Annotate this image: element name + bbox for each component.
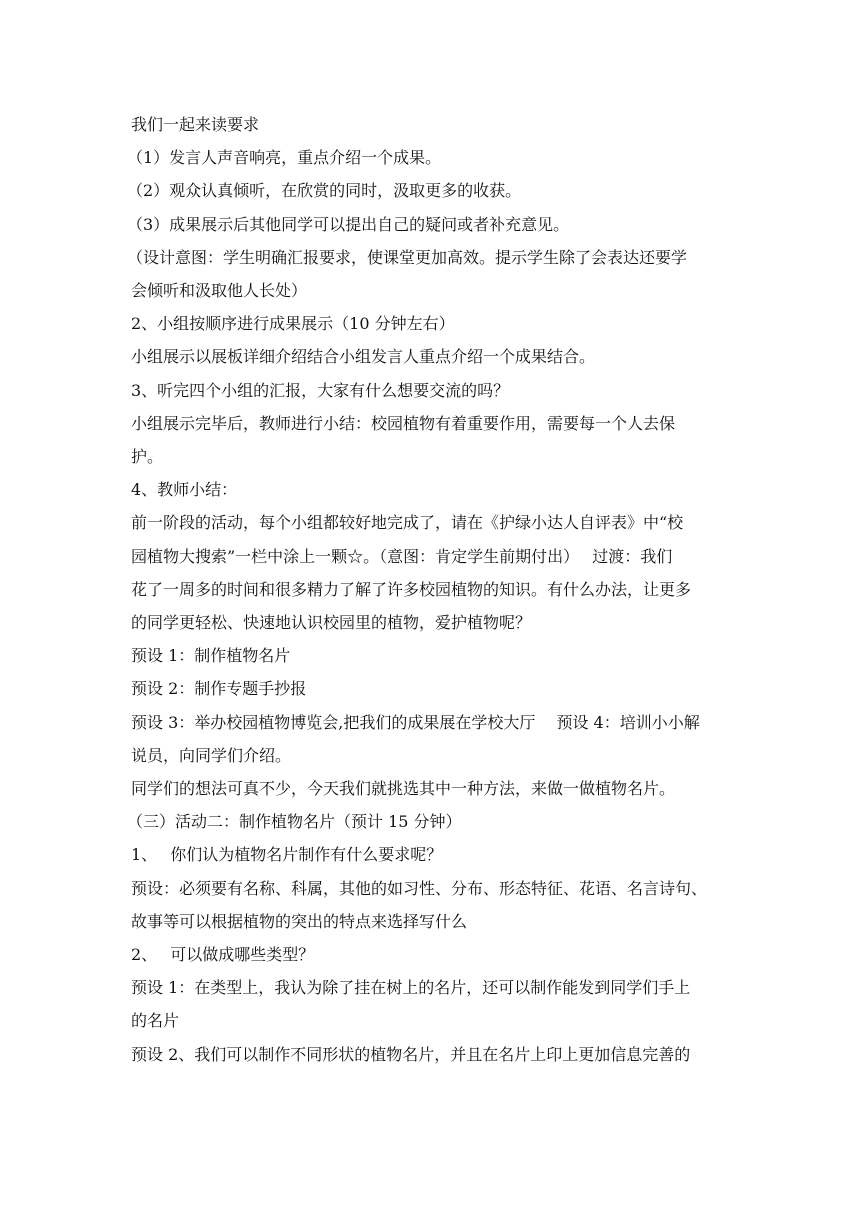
text-line: （设计意图：学生明确汇报要求，使课堂更加高效。提示学生除了会表达还要学 — [127, 247, 688, 267]
text-line: 3、听完四个小组的汇报，大家有什么想要交流的吗？ — [131, 380, 510, 400]
text-line: 会倾听和汲取他人长处） — [131, 281, 308, 301]
text-line: 同学们的想法可真不少，今天我们就挑选其中一种方法，来做一做植物名片。 — [131, 779, 676, 799]
text-line: 花了一周多的时间和很多精力了解了许多校园植物的知识。有什么办法，让更多 — [131, 579, 692, 599]
document-body — [127, 108, 733, 1071]
text-line: 护。 — [131, 447, 164, 467]
text-line: 小组展示以展板详细介绍结合小组发言人重点介绍一个成果结合。 — [131, 347, 596, 367]
text-line: （1）发言人声音响亮，重点介绍一个成果。 — [127, 148, 442, 168]
text-line: 预设：必须要有名称、科属，其他的如习性、分布、形态特征、花语、名言诗句、 — [131, 878, 708, 898]
text-line: 预设 2：制作专题手抄报 — [131, 679, 307, 699]
text-line: 前一阶段的活动，每个小组都较好地完成了，请在《护绿小达人自评表》中“校 — [131, 513, 684, 533]
text-line: 1、 你们认为植物名片制作有什么要求呢？ — [131, 845, 443, 865]
text-line: 的同学更轻松、快速地认识校园里的植物，爱护植物呢？ — [131, 613, 532, 633]
text-line: （三）活动二：制作植物名片（预计 15 分钟） — [127, 812, 462, 832]
text-line: 小组展示完毕后，教师进行小结：校园植物有着重要作用，需要每一个人去保 — [131, 413, 676, 433]
text-line: 预设 1：制作植物名片 — [131, 646, 291, 666]
text-line: 预设 1：在类型上，我认为除了挂在树上的名片，还可以制作能发到同学们手上 — [131, 978, 691, 998]
text-line: 4、教师小结： — [131, 480, 238, 500]
text-line: 故事等可以根据植物的突出的特点来选择写什么 — [131, 911, 468, 931]
text-line: 2、 可以做成哪些类型？ — [131, 945, 315, 965]
text-line: （3）成果展示后其他同学可以提出自己的疑问或者补充意见。 — [127, 214, 570, 234]
text-line: 预设 3：举办校园植物博览会,把我们的成果展在学校大厅 预设 4：培训小小解 — [131, 712, 700, 732]
text-line: 说员，向同学们介绍。 — [131, 745, 292, 765]
text-line: 园植物大搜索”一栏中涂上一颗☆。（意图：肯定学生前期付出） 过渡：我们 — [131, 546, 673, 566]
text-line: 的名片 — [131, 1011, 180, 1031]
text-line: （2）观众认真倾听，在欣赏的同时，汲取更多的收获。 — [127, 181, 522, 201]
text-line: 预设 2、我们可以制作不同形状的植物名片，并且在名片上印上更加信息完善的 — [131, 1044, 691, 1064]
text-line: 我们一起来读要求 — [131, 115, 260, 134]
text-line: 2、小组按顺序进行成果展示（10 分钟左右） — [131, 314, 455, 334]
